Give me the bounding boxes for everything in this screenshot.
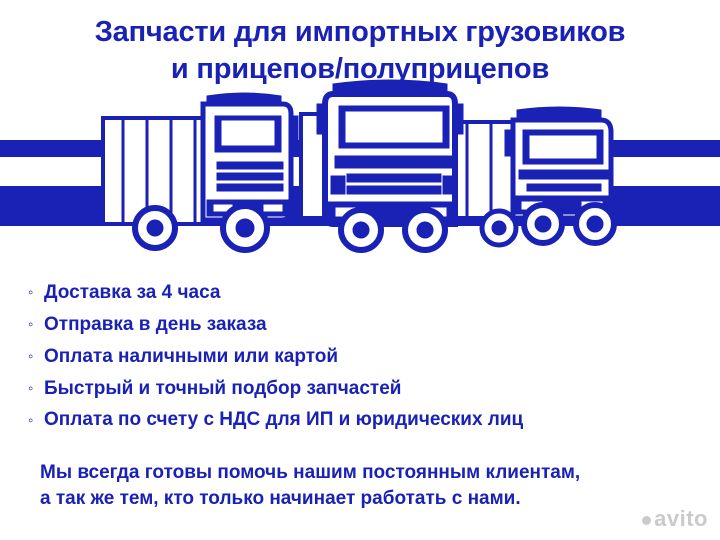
list-item-label: Оплата по счету с НДС для ИП и юридических лиц — [44, 409, 524, 431]
center-truck-icon — [301, 80, 516, 250]
list-item — [28, 346, 698, 368]
bullet-marker-icon: ◦ — [28, 411, 34, 429]
closing-statement — [40, 460, 690, 511]
list-item-label: Оплата наличными или картой — [44, 345, 339, 367]
avito-watermark — [642, 506, 708, 532]
avito-dot-icon — [642, 516, 651, 525]
page-title — [0, 14, 720, 88]
bullet-marker-icon: ◦ — [28, 379, 34, 397]
list-item — [28, 378, 698, 400]
benefits-list — [28, 282, 698, 441]
headline-line-1: Запчасти для импортных грузовиков — [94, 16, 626, 48]
list-item — [28, 282, 698, 304]
bullet-marker-icon: ◦ — [28, 284, 34, 302]
avito-watermark-label: avito — [654, 506, 708, 531]
list-item — [28, 409, 698, 431]
trucks-illustration — [95, 60, 625, 270]
right-truck-icon — [505, 107, 614, 243]
left-truck-icon — [103, 93, 298, 250]
list-item-label: Отправка в день заказа — [44, 313, 267, 335]
headline-line-2: и прицепов/полуприцепов — [170, 53, 550, 86]
list-item-label: Быстрый и точный подбор запчастей — [44, 377, 402, 399]
list-item — [28, 314, 698, 336]
list-item-label: Доставка за 4 часа — [44, 282, 221, 303]
closing-line-2: а так же тем, кто только начинает работать с нами. — [40, 487, 521, 509]
closing-line-1: Мы всегда готовы помочь нашим постоянным клиентам, — [40, 462, 581, 483]
three-trucks-icon — [95, 60, 625, 270]
bullet-marker-icon: ◦ — [28, 316, 34, 334]
bullet-marker-icon: ◦ — [28, 348, 34, 366]
